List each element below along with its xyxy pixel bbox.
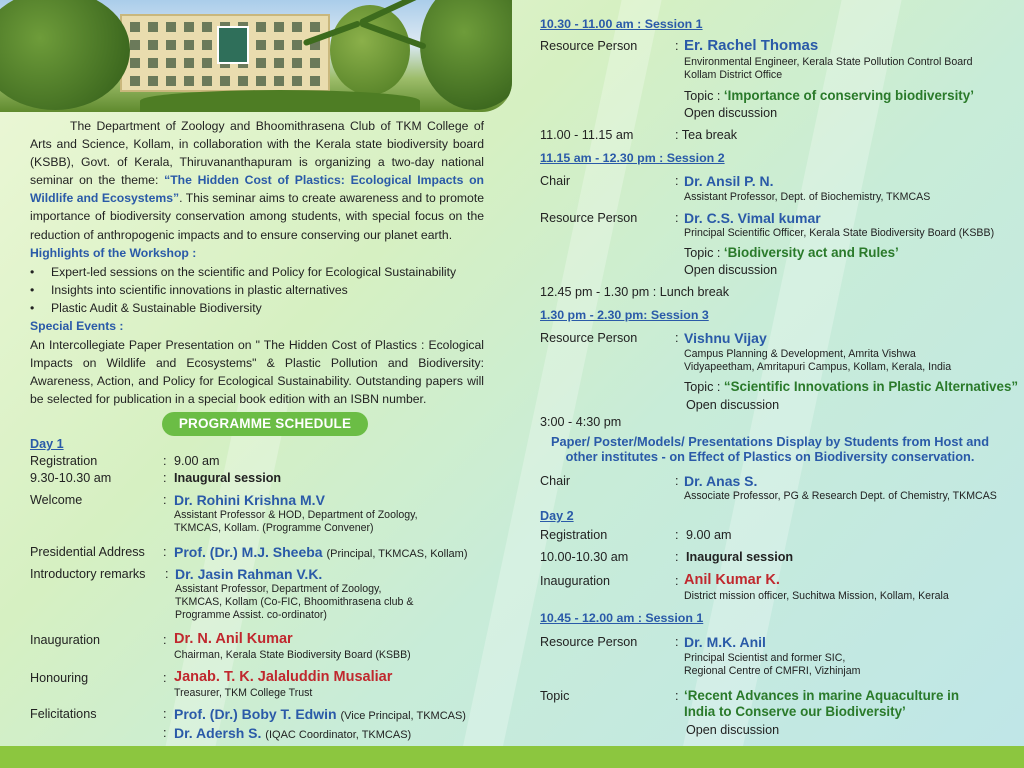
display-description: Paper/ Poster/Models/ Presentations Display by Students from Host and other institutes - on Effect of Plastics on Biodiversity conservation. (550, 434, 990, 464)
label-resource-person: Resource Person (540, 635, 638, 649)
bg-streak (458, 0, 661, 768)
lunch-break: 12.45 pm - 1.30 pm : Lunch break (540, 285, 730, 299)
presidential-name: Prof. (Dr.) M.J. Sheeba (Principal, TKMCAS, Kollam) (174, 544, 468, 560)
session1-topic: Topic : ‘Importance of conserving biodiversity’ (684, 88, 974, 103)
introductory-name: Dr. Jasin Rahman V.K. (175, 566, 323, 582)
label-introductory-remarks: Introductory remarks (30, 567, 146, 581)
list-item: • Expert-led sessions on the scientific and Policy for Ecological Sustainability (30, 263, 490, 281)
label-resource-person: Resource Person (540, 211, 638, 225)
special-events-heading: Special Events : (30, 319, 124, 333)
intro-paragraph: The Department of Zoology and Bhoomithrasena Club of TKM College of Arts and Science, Kollam, in collaboration with the Kerala state biodiversity board (KSBB), Govt. of Kerala, Thiruvananthapuram is organizing a two-day national seminar on the theme: “The Hidden Cost of Plastics: Ecological Impacts on Wildlife and Ecosystems”. This seminar aims to create awareness and to promote importance of biodiversity conservation among students, with special focus on the reduction of anthropogenic impacts and to ensure conserving our planet earth. (30, 119, 484, 242)
session1-speaker-desc: Environmental Engineer, Kerala State Pollution Control Board Kollam District Office (684, 56, 973, 82)
label-registration: Registration (540, 528, 608, 542)
session3-speaker-desc: Campus Planning & Development, Amrita Vishwa Vidyapeetham, Amritapuri Campus, Kollam, Kerala, India (684, 348, 952, 374)
session2-speaker: Dr. C.S. Vimal kumar (684, 210, 821, 226)
day2-session1-discussion: Open discussion (686, 723, 780, 737)
day2-inaugural-session: Inaugural session (686, 550, 794, 564)
highlights-heading: Highlights of the Workshop : (30, 246, 197, 260)
highlights-list (30, 263, 490, 318)
day2-inaugural-time: 10.00-10.30 am (540, 550, 629, 564)
tree (0, 0, 130, 110)
list-item: • Plastic Audit & Sustainable Biodiversity (30, 299, 490, 317)
day2-session1-speaker: Dr. M.K. Anil (684, 634, 766, 650)
label-inauguration: Inauguration (540, 574, 611, 588)
day1-heading: Day 1 (30, 437, 64, 451)
session3-discussion: Open discussion (686, 398, 780, 412)
college-emblem-board (217, 26, 249, 64)
felicitation-name-2: Dr. Adersh S. (IQAC Coordinator, TKMCAS) (174, 725, 412, 741)
day2-inauguration-name: Anil Kumar K. (684, 572, 780, 588)
college-photo (0, 0, 512, 112)
college-building (120, 14, 330, 92)
session1-heading: 10.30 - 11.00 am : Session 1 (540, 17, 703, 31)
tree (420, 0, 512, 110)
label-chair: Chair (540, 174, 571, 188)
session3-topic: Topic : “Scientific Innovations in Plastic Alternatives” (684, 379, 1019, 394)
session3-heading: 1.30 pm - 2.30 pm: Session 3 (540, 308, 709, 322)
label-resource-person: Resource Person (540, 331, 638, 345)
bottom-band (0, 746, 1024, 768)
label-honouring: Honouring (30, 671, 89, 685)
day2-session1-speaker-desc: Principal Scientist and former SIC, Regional Centre of CMFRI, Vizhinjam (684, 652, 861, 678)
tea-break: : Tea break (675, 128, 738, 142)
label-registration: Registration (30, 454, 98, 468)
programme-schedule-badge: PROGRAMME SCHEDULE (162, 412, 368, 436)
label-topic: Topic (540, 689, 570, 703)
display-chair-desc: Associate Professor, PG & Research Dept. of Chemistry, TKMCAS (684, 490, 997, 502)
session2-speaker-desc: Principal Scientific Officer, Kerala State Biodiversity Board (KSBB) (684, 227, 995, 239)
inauguration-desc: Chairman, Kerala State Biodiversity Board (KSBB) (174, 649, 411, 661)
session1-speaker: Er. Rachel Thomas (684, 37, 819, 54)
felicitation-name-1: Prof. (Dr.) Boby T. Edwin (Vice Principal, TKMCAS) (174, 706, 466, 722)
session2-discussion: Open discussion (684, 263, 778, 277)
brochure-page: The Department of Zoology and Bhoomithrasena Club of TKM College of Arts and Science, Kollam, in collaboration with the Kerala state biodiversity board (KSBB), Govt. of Kerala, Thiruvananthapuram is organizing a two-day national seminar on the theme: “The Hidden Cost of Plastics: Ecological Impacts on Wildlife and Ecosystems”. This seminar aims to create awareness and to promote importance of biodiversity conservation among students, with special focus on the reduction of anthropogenic impacts and to ensure conserving our planet earth. Highlights of the Workshop : • Expert-led sessions on the scientific and Policy for Ecological Sustainability • Insights into scientific innovations in plastic alternatives • Plastic Audit & Sustainable Biodiversity Special Events : An Intercollegiate Paper Presentation on " The Hidden Cost of Plastics : Ecological Impacts on Wildlife and Ecosystems" & Plastic Pollution and Biodiversity: Awareness, Action, and Policy for Ecological Sustainability. Outstanding papers will be selected for publication in a special book edition with an ISBN number. PROGRAMME SCHEDULE Day 1 Registration : 9.00 am 9.30-10.30 am : Inaugural session Welcome : Dr. Rohini Krishna M.V Assistant Professor & HOD, Department of Zoology, TKMCAS, Kollam. (Programme Convener) Presidential Address : Prof. (Dr.) M.J. Sheeba (Principal, TKMCAS, Kollam) Introductory remarks : Dr. Jasin Rahman V.K. Assistant Professor, Department of Zoology, TKMCAS, Kollam (Co-FIC, Bhoomithrasena club & Programme Assist. co-ordinator) Inauguration : Dr. N. Anil Kumar Chairman, Kerala State Biodiversity Board (KSBB) Honouring : Janab. T. K. Jalaluddin Musaliar Treasurer, TKM College Trust Felicitations : Prof. (Dr.) Boby T. Edwin (Vice Principal, TKMCAS) : Dr. Adersh S. (IQAC Coordinator, TKMCAS) 10.30 - 11.00 am : Session 1 Resource Person : Er. Rachel Thomas Environmental Engineer, Kerala State Pollution Control Board Kollam District Office Topic : ‘Importance of conserving biodiversity’ Open discussion 11.00 - 11.15 am : Tea break 11.15 am - 12.30 pm : Session 2 Chair : Dr. Ansil P. N. Assistant Professor, Dept. of Biochemistry, TKMCAS Resource Person : Dr. C.S. Vimal kumar Principal Scientific Officer, Kerala State Biodiversity Board (KSBB) Topic : ‘Biodiversity act and Rules’ Open discussion 12.45 pm - 1.30 pm : Lunch break 1.30 pm - 2.30 pm: Session 3 Resource Person : Vishnu Vijay Campus Planning & Development, Amrita Vishwa Vidyapeetham, Amritapuri Campus, Kollam, Kerala, India Topic : “Scientific Innovations in Plastic Alternatives” Open discussion 3:00 - 4:30 pm Paper/ Poster/Models/ Presentations Display by Students from Host and other institutes - on Effect of Plastics on Biodiversity conservation. Chair : Dr. Anas S. Associate Professor, PG & Research Dept. of Chemistry, TKMCAS Day 2 Registration : 9.00 am 10.00-10.30 am : Inaugural session Inauguration : Anil Kumar K. District mission officer, Suchitwa Mission, Kollam, Kerala 10.45 - 12.00 am : Session 1 Resource Person : Dr. M.K. Anil Principal Scientist and former SIC, Regional Centre of CMFRI, Vizhinjam Topic : ‘Recent Advances in marine Aquaculture in India to Conserve our Biodiversity’ Open discussion (0, 0, 1024, 768)
lawn (140, 90, 420, 112)
label-welcome: Welcome (30, 493, 83, 507)
registration-time: 9.00 am (174, 454, 220, 468)
session2-chair-desc: Assistant Professor, Dept. of Biochemistry, TKMCAS (684, 191, 931, 203)
special-events-text: An Intercollegiate Paper Presentation on " The Hidden Cost of Plastics : Ecological Impacts on Wildlife and Ecosystems" & Plastic Pollution and Biodiversity: Awareness, Action, and Policy for Ecological Sustainability. Outstanding papers will be selected for publication in a special book edition with an ISBN number. (30, 338, 484, 407)
welcome-name: Dr. Rohini Krishna M.V (174, 492, 325, 508)
honouring-name: Janab. T. K. Jalaluddin Musaliar (174, 669, 393, 685)
welcome-desc: Assistant Professor & HOD, Department of Zoology, TKMCAS, Kollam. (Programme Convener) (174, 509, 418, 535)
tea-break-time: 11.00 - 11.15 am (540, 128, 634, 142)
label-presidential-address: Presidential Address (30, 545, 145, 559)
display-chair: Dr. Anas S. (684, 473, 758, 489)
label-inauguration: Inauguration (30, 633, 101, 647)
label-inaugural-time: 9.30-10.30 am (30, 471, 112, 485)
session3-speaker: Vishnu Vijay (684, 330, 767, 346)
day2-inauguration-desc: District mission officer, Suchitwa Mission, Kollam, Kerala (684, 590, 949, 602)
session2-topic: Topic : ‘Biodiversity act and Rules’ (684, 245, 899, 260)
day2-session1-topic: ‘Recent Advances in marine Aquaculture in India to Conserve our Biodiversity’ (684, 688, 960, 719)
session1-discussion: Open discussion (684, 106, 778, 120)
honouring-desc: Treasurer, TKM College Trust (174, 687, 313, 699)
session2-chair: Dr. Ansil P. N. (684, 173, 774, 189)
display-time: 3:00 - 4:30 pm (540, 415, 622, 429)
list-item: • Insights into scientific innovations in plastic alternatives (30, 281, 490, 299)
inauguration-name: Dr. N. Anil Kumar (174, 631, 293, 647)
label-felicitations: Felicitations (30, 707, 97, 721)
day2-session1-heading: 10.45 - 12.00 am : Session 1 (540, 611, 704, 625)
introductory-desc: Assistant Professor, Department of Zoology, TKMCAS, Kollam (Co-FIC, Bhoomithrasena club & Programme Assist. co-ordinator) (175, 583, 414, 622)
day2-registration-time: 9.00 am (686, 528, 732, 542)
day2-heading: Day 2 (540, 509, 574, 523)
inaugural-session: Inaugural session (174, 471, 282, 485)
label-resource-person: Resource Person (540, 39, 638, 53)
seminar-theme: “The Hidden Cost of Plastics: Ecological Impacts on Wildlife and Ecosystems” (30, 173, 484, 206)
label-chair: Chair (540, 474, 571, 488)
session2-heading: 11.15 am - 12.30 pm : Session 2 (540, 151, 725, 165)
